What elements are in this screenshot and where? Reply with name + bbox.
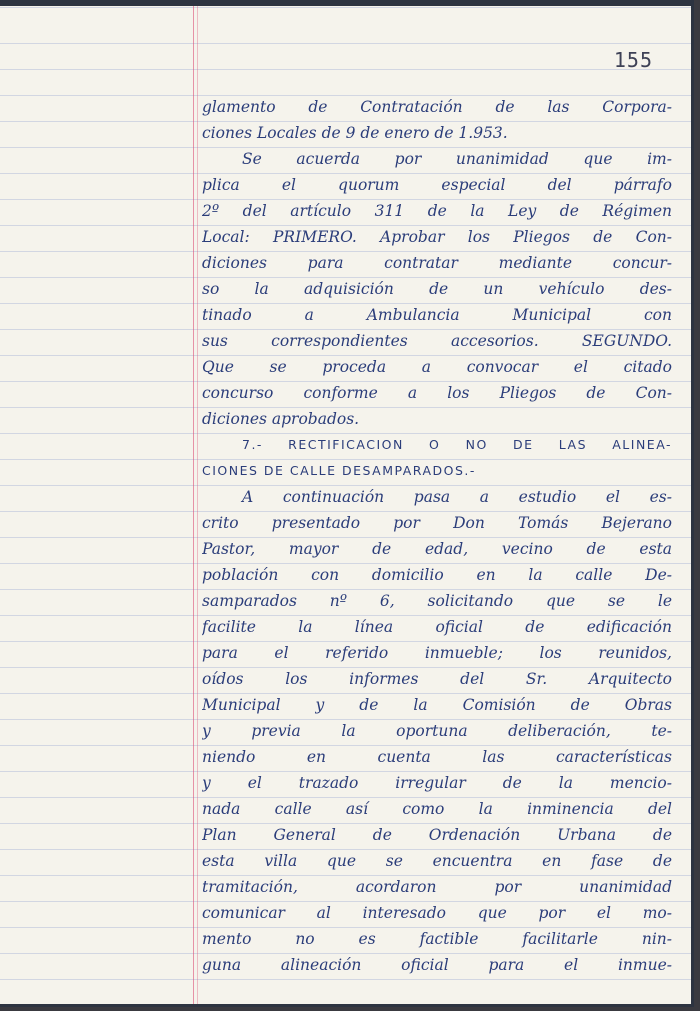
text-line: facilite la línea oficial de edificación bbox=[202, 618, 672, 636]
text-line: Municipal y de la Comisión de Obras bbox=[202, 696, 672, 714]
text-line: sus correspondientes accesorios. SEGUNDO. bbox=[202, 332, 672, 350]
text-line: glamento de Contratación de las Corpora- bbox=[202, 98, 672, 116]
text-line: crito presentado por Don Tomás Bejerano bbox=[202, 514, 672, 532]
page-number: 155 bbox=[613, 48, 653, 72]
text-line: 2º del artículo 311 de la Ley de Régimen bbox=[202, 202, 672, 220]
text-line: tramitación, acordaron por unanimidad bbox=[202, 878, 672, 896]
text-line: y previa la oportuna deliberación, te- bbox=[202, 722, 672, 740]
text-line: Se acuerda por unanimidad que im- bbox=[242, 150, 672, 168]
handwritten-minutes bbox=[202, 94, 672, 978]
text-line: diciones para contratar mediante concur- bbox=[202, 254, 672, 272]
text-line: tinado a Ambulancia Municipal con bbox=[202, 306, 672, 324]
text-line: diciones aprobados. bbox=[202, 410, 360, 428]
text-line: Plan General de Ordenación Urbana de bbox=[202, 826, 672, 844]
text-line: esta villa que se encuentra en fase de bbox=[202, 852, 672, 870]
text-line: plica el quorum especial del párrafo bbox=[202, 176, 672, 194]
text-line: niendo en cuenta las características bbox=[202, 748, 672, 766]
text-line: oídos los informes del Sr. Arquitecto bbox=[202, 670, 672, 688]
text-line: Pastor, mayor de edad, vecino de esta bbox=[202, 540, 672, 558]
text-line: Local: PRIMERO. Aprobar los Pliegos de Con- bbox=[202, 228, 672, 246]
text-line: comunicar al interesado que por el mo- bbox=[202, 904, 672, 922]
text-line: nada calle así como la inminencia del bbox=[202, 800, 672, 818]
section-heading-line: CIONES DE CALLE DESAMPARADOS.- bbox=[202, 463, 476, 478]
text-line: para el referido inmueble; los reunidos, bbox=[202, 644, 672, 662]
text-line: y el trazado irregular de la mencio- bbox=[202, 774, 672, 792]
text-line: A continuación pasa a estudio el es- bbox=[242, 488, 672, 506]
section-heading-line: 7.- RECTIFICACION O NO DE LAS ALINEA- bbox=[242, 437, 672, 452]
text-line: so la adquisición de un vehículo des- bbox=[202, 280, 672, 298]
text-line: mento no es factible facilitarle nin- bbox=[202, 930, 672, 948]
margin-rule bbox=[193, 6, 194, 1004]
margin-rule-secondary bbox=[197, 6, 198, 1004]
text-line: Que se proceda a convocar el citado bbox=[202, 358, 672, 376]
text-line: población con domicilio en la calle De- bbox=[202, 566, 672, 584]
text-line: concurso conforme a los Pliegos de Con- bbox=[202, 384, 672, 402]
text-line: guna alineación oficial para el inmue- bbox=[202, 956, 672, 974]
text-line: samparados nº 6, solicitando que se le bbox=[202, 592, 672, 610]
text-line: ciones Locales de 9 de enero de 1.953. bbox=[202, 124, 508, 142]
